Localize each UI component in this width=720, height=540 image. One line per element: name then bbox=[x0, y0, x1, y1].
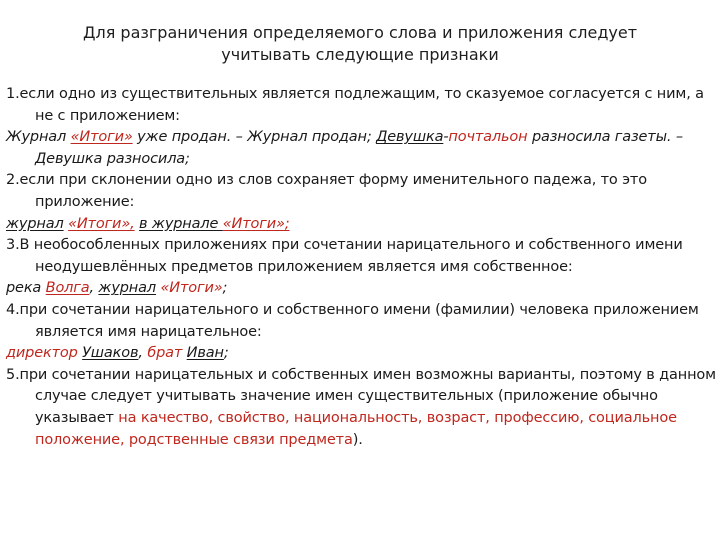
rule-text: ). bbox=[352, 431, 363, 448]
example-word: Журнал bbox=[6, 129, 67, 146]
slide-title bbox=[0, 22, 720, 66]
example-word: река bbox=[6, 280, 42, 297]
rules-list bbox=[6, 84, 716, 451]
appositive-word: «Итоги», bbox=[68, 215, 135, 232]
rule-text: 5.при сочетании нарицательных и собственных имен возможны варианты, поэтому в данном случае следует учитывать значение имен существительных (приложение обычно указывает bbox=[6, 366, 716, 426]
appositive-word: «Итоги»; bbox=[222, 215, 290, 232]
example-3 bbox=[6, 278, 716, 300]
highlighted-text: на качество, свойство, национальность, возраст, профессию, социальное положение, родственные связи предмета bbox=[35, 409, 677, 448]
separator: , bbox=[89, 280, 99, 297]
rule-4: 4.при сочетании нарицательного и собственного имени (фамилии) человека приложением является имя нарицательное: bbox=[6, 301, 699, 340]
subject-word: Девушка bbox=[376, 129, 444, 146]
example-word: Ушаков bbox=[82, 345, 139, 362]
title-line-2: учитывать следующие признаки bbox=[221, 45, 499, 64]
appositive-word: «Итоги» bbox=[70, 129, 133, 146]
example-word: журнал bbox=[6, 215, 64, 232]
appositive-word: Волга bbox=[45, 280, 90, 297]
separator: , bbox=[138, 345, 148, 362]
example-1 bbox=[6, 127, 716, 170]
rule-5 bbox=[6, 365, 716, 451]
example-text: уже продан. – Журнал продан; bbox=[132, 129, 377, 146]
separator: ; bbox=[223, 345, 229, 362]
example-4 bbox=[6, 343, 716, 365]
title-line-1: Для разграничения определяемого слова и приложения следует bbox=[82, 23, 638, 42]
example-word: журнал bbox=[98, 280, 156, 297]
example-text: в журнале bbox=[139, 215, 223, 232]
rule-1: 1.если одно из существительных является подлежащим, то сказуемое согласуется с ним, а не с приложением: bbox=[6, 86, 704, 124]
separator: ; bbox=[222, 280, 228, 297]
appositive-word: «Итоги» bbox=[160, 280, 223, 297]
appositive-word: брат bbox=[147, 345, 183, 362]
example-word: Иван bbox=[186, 345, 224, 362]
hyphen: - bbox=[443, 129, 449, 146]
example-2 bbox=[6, 214, 716, 236]
rule-2: 2.если при склонении одно из слов сохраняет форму именительного падежа, то это приложение: bbox=[6, 172, 647, 210]
appositive-word: почтальон bbox=[448, 129, 528, 146]
example-text: разносила газеты. – Девушка разносила; bbox=[35, 129, 683, 167]
appositive-word: директор bbox=[6, 345, 78, 362]
rule-3: 3.В необособленных приложениях при сочетании нарицательного и собственного имени неодушевлённых предметов приложением является имя собственное: bbox=[6, 237, 683, 275]
